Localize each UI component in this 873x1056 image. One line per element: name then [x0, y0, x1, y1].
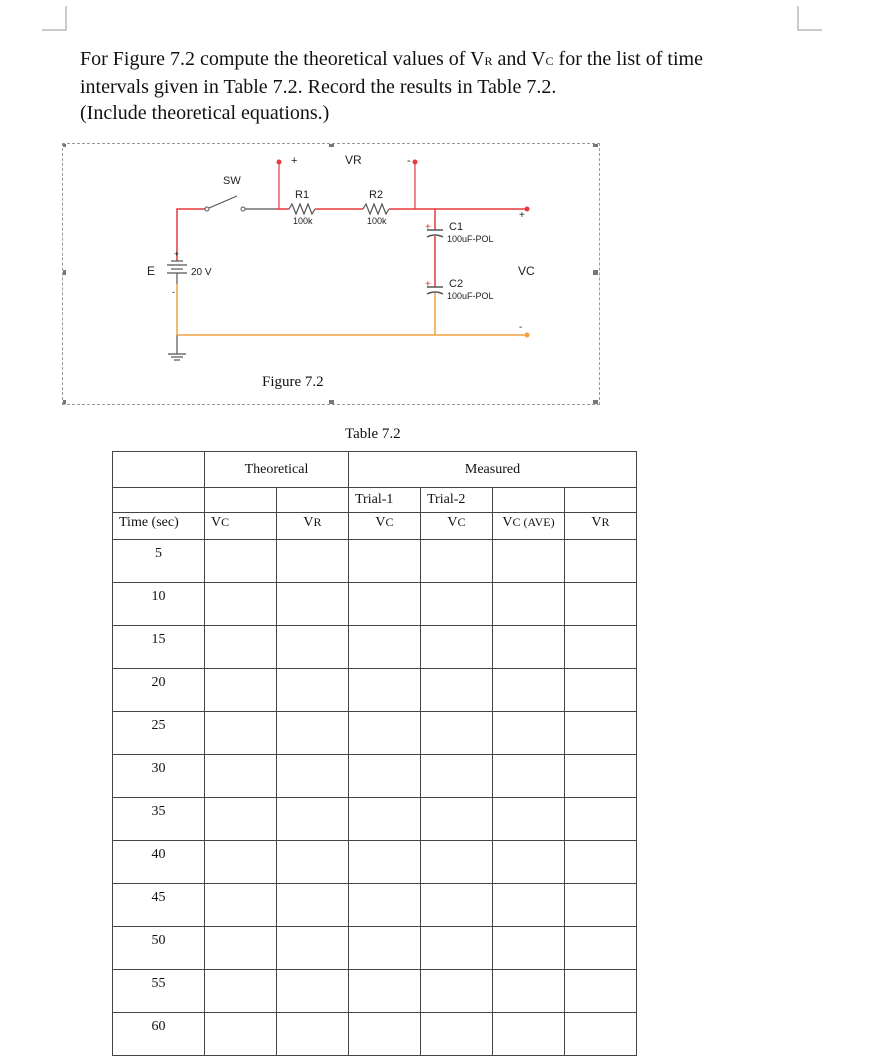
- value-cell[interactable]: [421, 626, 493, 669]
- value-cell[interactable]: [349, 755, 421, 798]
- value-cell[interactable]: [493, 626, 565, 669]
- value-cell[interactable]: [565, 583, 637, 626]
- value-cell[interactable]: [205, 798, 277, 841]
- time-cell: 25: [113, 712, 205, 755]
- time-cell: 50: [113, 927, 205, 970]
- r2-value: 100k: [367, 216, 387, 226]
- value-cell[interactable]: [565, 712, 637, 755]
- value-cell[interactable]: [421, 884, 493, 927]
- value-cell[interactable]: [205, 755, 277, 798]
- header-row-groups: [113, 452, 637, 488]
- value-cell[interactable]: [205, 540, 277, 583]
- vc-minus-probe: [525, 333, 530, 338]
- value-cell[interactable]: [205, 841, 277, 884]
- resistor-r1-symbol: [289, 204, 315, 214]
- table-row: [113, 626, 637, 669]
- source-label: E: [147, 264, 156, 278]
- r2-label: R2: [369, 189, 384, 201]
- value-cell[interactable]: [493, 884, 565, 927]
- table-row: [113, 540, 637, 583]
- value-cell[interactable]: [205, 927, 277, 970]
- table-row: [113, 927, 637, 970]
- header-trial1-vc: VC: [349, 513, 421, 540]
- header-blank: [113, 452, 205, 488]
- handle-top-mid: [329, 144, 334, 147]
- header-vc-ave: VC (AVE): [493, 513, 565, 540]
- value-cell[interactable]: [277, 755, 349, 798]
- time-cell: 5: [113, 540, 205, 583]
- vr-plus-probe: [277, 160, 282, 165]
- value-cell[interactable]: [421, 669, 493, 712]
- prompt-line-2: intervals given in Table 7.2. Record the results in Table 7.2.: [80, 76, 557, 98]
- header-trial2-vc: VC: [421, 513, 493, 540]
- value-cell[interactable]: [421, 970, 493, 1013]
- value-cell[interactable]: [421, 755, 493, 798]
- time-cell: 10: [113, 583, 205, 626]
- handle-top-right: [593, 144, 598, 147]
- header-row-trials: [113, 488, 637, 513]
- value-cell[interactable]: [421, 798, 493, 841]
- vr-minus-sign: -: [407, 155, 411, 167]
- wire-left-top: [177, 209, 205, 261]
- value-cell[interactable]: [349, 841, 421, 884]
- value-cell[interactable]: [565, 1013, 637, 1056]
- value-cell[interactable]: [565, 841, 637, 884]
- handle-mid-left: [63, 270, 66, 275]
- c1-plus-sign: +: [425, 222, 431, 233]
- results-table: [112, 451, 637, 1056]
- value-cell[interactable]: [205, 884, 277, 927]
- value-cell[interactable]: [277, 970, 349, 1013]
- switch-label: SW: [223, 175, 241, 187]
- vc-plus-probe: [525, 207, 530, 212]
- corner-mark-top-right: [796, 4, 826, 34]
- value-cell[interactable]: [565, 540, 637, 583]
- value-cell[interactable]: [277, 540, 349, 583]
- value-cell[interactable]: [565, 626, 637, 669]
- time-cell: 35: [113, 798, 205, 841]
- prompt-line-1: For Figure 7.2 compute the theoretical values of VR and VC for the list of time: [80, 48, 703, 70]
- table-row: [113, 755, 637, 798]
- value-cell[interactable]: [565, 970, 637, 1013]
- value-cell[interactable]: [493, 841, 565, 884]
- value-cell[interactable]: [493, 927, 565, 970]
- vr-plus-sign: +: [291, 155, 298, 167]
- value-cell[interactable]: [565, 669, 637, 712]
- switch-contact-right: [241, 207, 245, 211]
- header-blank: [493, 488, 565, 513]
- value-cell[interactable]: [493, 712, 565, 755]
- corner-mark-top-left: [40, 4, 70, 34]
- table-row: [113, 884, 637, 927]
- value-cell[interactable]: [421, 712, 493, 755]
- c1-value: 100uF-POL: [447, 234, 494, 244]
- c2-plus-sign: +: [425, 279, 431, 290]
- value-cell[interactable]: [349, 884, 421, 927]
- value-cell[interactable]: [349, 798, 421, 841]
- value-cell[interactable]: [205, 626, 277, 669]
- table-row: [113, 841, 637, 884]
- value-cell[interactable]: [349, 540, 421, 583]
- vc-label: VC: [518, 264, 535, 278]
- value-cell[interactable]: [277, 884, 349, 927]
- value-cell[interactable]: [205, 583, 277, 626]
- source-value: 20 V: [191, 267, 212, 278]
- value-cell[interactable]: [565, 755, 637, 798]
- value-cell[interactable]: [349, 970, 421, 1013]
- header-time: Time (sec): [113, 513, 205, 540]
- c2-label: C2: [449, 278, 464, 290]
- vc-minus-sign: -: [519, 322, 523, 333]
- vr-minus-probe: [413, 160, 418, 165]
- value-cell[interactable]: [493, 970, 565, 1013]
- header-trial-1: Trial-1: [349, 488, 421, 513]
- value-cell[interactable]: [205, 1013, 277, 1056]
- value-cell[interactable]: [493, 755, 565, 798]
- time-cell: 55: [113, 970, 205, 1013]
- r1-label: R1: [295, 189, 310, 201]
- value-cell[interactable]: [493, 669, 565, 712]
- value-cell[interactable]: [565, 927, 637, 970]
- value-cell[interactable]: [349, 927, 421, 970]
- value-cell[interactable]: [277, 841, 349, 884]
- time-cell: 30: [113, 755, 205, 798]
- question-prompt: [80, 46, 840, 126]
- value-cell[interactable]: [349, 1013, 421, 1056]
- circuit-figure: [62, 143, 600, 405]
- header-theo-vr: VR: [277, 513, 349, 540]
- header-measured-vr: VR: [565, 513, 637, 540]
- vr-label: VR: [345, 153, 362, 167]
- time-cell: 40: [113, 841, 205, 884]
- value-cell[interactable]: [205, 669, 277, 712]
- handle-bottom-left: [63, 400, 66, 404]
- value-cell[interactable]: [493, 1013, 565, 1056]
- c2-value: 100uF-POL: [447, 291, 494, 301]
- value-cell[interactable]: [493, 540, 565, 583]
- value-cell[interactable]: [421, 540, 493, 583]
- value-cell[interactable]: [565, 798, 637, 841]
- switch-contact-left: [205, 207, 209, 211]
- value-cell[interactable]: [277, 798, 349, 841]
- handle-mid-right: [593, 270, 598, 275]
- value-cell[interactable]: [421, 1013, 493, 1056]
- value-cell[interactable]: [277, 1013, 349, 1056]
- value-cell[interactable]: [565, 884, 637, 927]
- header-measured: Measured: [349, 452, 637, 488]
- header-blank: [113, 488, 205, 513]
- value-cell[interactable]: [205, 970, 277, 1013]
- value-cell[interactable]: [277, 669, 349, 712]
- circuit-schematic: [63, 144, 599, 404]
- time-cell: 20: [113, 669, 205, 712]
- table-row: [113, 970, 637, 1013]
- vc-plus-sign: +: [519, 210, 525, 221]
- value-cell[interactable]: [349, 712, 421, 755]
- table-row: [113, 669, 637, 712]
- value-cell[interactable]: [421, 927, 493, 970]
- table-row: [113, 583, 637, 626]
- r1-value: 100k: [293, 216, 313, 226]
- switch-blade: [209, 196, 237, 208]
- header-row-quantities: [113, 513, 637, 540]
- handle-top-left: [63, 144, 66, 147]
- time-cell: 15: [113, 626, 205, 669]
- header-trial-2: Trial-2: [421, 488, 493, 513]
- table-row: [113, 798, 637, 841]
- source-minus-sign: -: [172, 287, 175, 297]
- value-cell[interactable]: [277, 583, 349, 626]
- value-cell[interactable]: [421, 583, 493, 626]
- value-cell[interactable]: [493, 583, 565, 626]
- time-cell: 60: [113, 1013, 205, 1056]
- value-cell[interactable]: [349, 583, 421, 626]
- value-cell[interactable]: [277, 927, 349, 970]
- value-cell[interactable]: [349, 626, 421, 669]
- resistor-r2-symbol: [363, 204, 389, 214]
- time-cell: 45: [113, 884, 205, 927]
- value-cell[interactable]: [493, 798, 565, 841]
- header-blank: [565, 488, 637, 513]
- prompt-line-3: (Include theoretical equations.): [80, 102, 330, 124]
- value-cell[interactable]: [205, 712, 277, 755]
- value-cell[interactable]: [277, 626, 349, 669]
- source-plus-sign: +: [174, 249, 180, 259]
- header-theo-vc: VC: [205, 513, 277, 540]
- table-caption: Table 7.2: [345, 426, 401, 442]
- table-row: [113, 712, 637, 755]
- value-cell[interactable]: [349, 669, 421, 712]
- value-cell[interactable]: [421, 841, 493, 884]
- header-blank: [205, 488, 277, 513]
- value-cell[interactable]: [277, 712, 349, 755]
- table-row: [113, 1013, 637, 1056]
- handle-bottom-right: [593, 400, 598, 404]
- figure-caption: Figure 7.2: [262, 374, 324, 390]
- handle-bottom-mid: [329, 400, 334, 404]
- header-blank: [277, 488, 349, 513]
- c1-label: C1: [449, 221, 464, 233]
- header-theoretical: Theoretical: [205, 452, 349, 488]
